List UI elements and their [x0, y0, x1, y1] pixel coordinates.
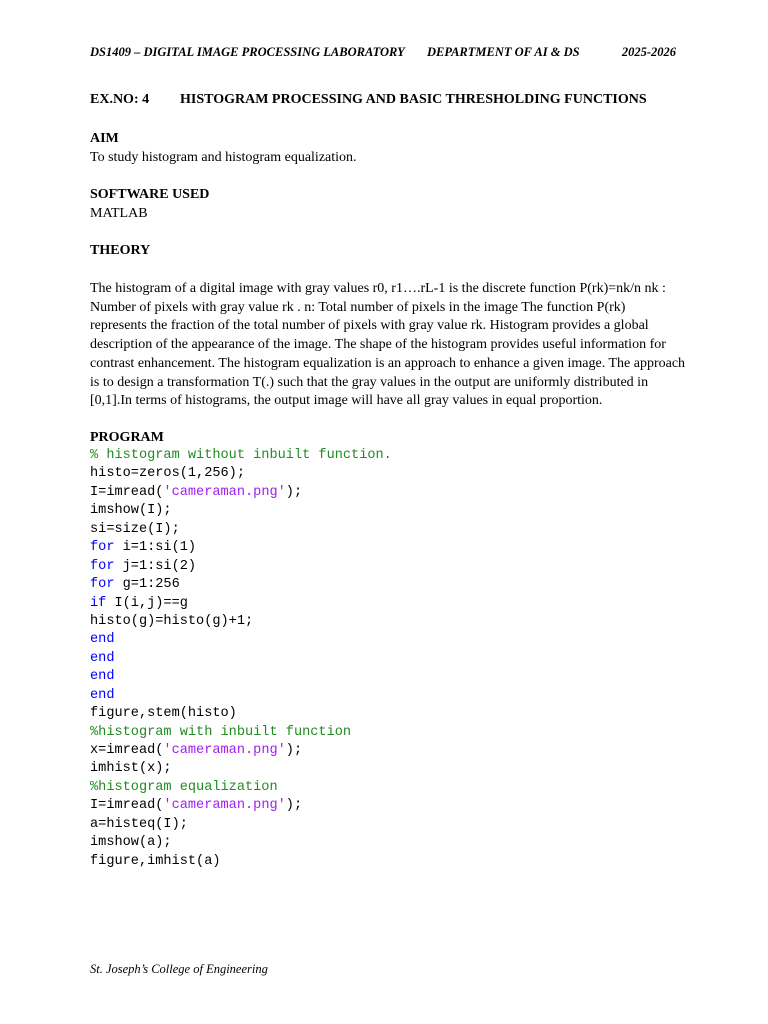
- code-text: I=imread(: [90, 798, 164, 814]
- code-line: [90, 779, 392, 797]
- header-year: 2025-2026: [621, 45, 676, 59]
- code-line: [90, 834, 392, 852]
- code-line: [90, 797, 392, 815]
- code-line: [90, 465, 392, 483]
- program-code: [90, 447, 392, 871]
- code-keyword: end: [90, 650, 115, 666]
- header-course: DS1409 – DIGITAL IMAGE PROCESSING LABORATORY: [90, 45, 405, 59]
- code-text: figure,imhist(a): [90, 853, 221, 869]
- theory-line: [0,1].In terms of histograms, the output image will have all gray values in equal proportion.: [90, 393, 603, 409]
- code-keyword: for: [90, 540, 115, 556]
- code-string: 'cameraman.png': [163, 484, 286, 500]
- code-line: [90, 724, 392, 742]
- code-text: x=imread(: [90, 743, 164, 758]
- code-comment: %histogram with inbuilt function: [90, 724, 352, 740]
- code-line: [90, 539, 392, 557]
- theory-line: description of the appearance of the image. The shape of the histogram provides useful information for: [90, 337, 666, 353]
- code-text: );: [285, 743, 303, 758]
- code-line: [90, 613, 392, 631]
- code-text: i=1:si(1): [114, 540, 197, 556]
- code-line: [90, 853, 392, 871]
- code-keyword: for: [90, 558, 115, 574]
- code-line: [90, 502, 392, 520]
- theory-line: Number of pixels with gray value rk . n: Total number of pixels in the image The function P(rk): [90, 299, 626, 315]
- code-text: imhist(x);: [90, 761, 172, 777]
- page-footer: St. Joseph’s College of Engineering: [90, 962, 268, 976]
- code-line: [90, 687, 392, 705]
- code-line: [90, 447, 392, 465]
- code-keyword: end: [90, 687, 115, 703]
- code-text: imshow(a);: [90, 835, 172, 851]
- code-comment: %histogram equalization: [90, 779, 278, 795]
- theory-line: is to design a transformation T(.) such that the gray values in the output are uniformly distributed in: [90, 374, 649, 390]
- code-line: [90, 742, 392, 760]
- page-header: [90, 45, 676, 63]
- code-string: 'cameraman.png': [163, 743, 286, 758]
- theory-line: The histogram of a digital image with gray values r0, r1….rL-1 is the discrete function P(rk)=nk/n nk :: [90, 281, 666, 296]
- code-line: [90, 484, 392, 502]
- code-keyword: for: [90, 577, 115, 593]
- code-line: [90, 576, 392, 594]
- code-text: g=1:256: [114, 577, 180, 593]
- code-line: [90, 595, 392, 613]
- theory-paragraph: [90, 280, 686, 411]
- code-text: histo=zeros(1,256);: [90, 466, 245, 482]
- code-keyword: end: [90, 632, 115, 648]
- code-string: 'cameraman.png': [163, 798, 286, 814]
- software-heading: SOFTWARE USED: [90, 187, 210, 202]
- code-text: si=size(I);: [90, 521, 180, 537]
- exercise-title: HISTOGRAM PROCESSING AND BASIC THRESHOLDING FUNCTIONS: [180, 92, 647, 107]
- code-text: a=histeq(I);: [90, 816, 188, 832]
- header-department: DEPARTMENT OF AI & DS: [427, 45, 580, 59]
- code-text: histo(g)=histo(g)+1;: [90, 613, 254, 629]
- code-text: );: [285, 484, 303, 500]
- code-text: );: [285, 798, 303, 814]
- program-heading: PROGRAM: [90, 430, 164, 445]
- code-text: j=1:si(2): [114, 558, 197, 574]
- code-line: [90, 760, 392, 778]
- code-comment: % histogram without inbuilt function.: [90, 448, 392, 463]
- aim-text: To study histogram and histogram equalization.: [90, 150, 357, 165]
- code-text: imshow(I);: [90, 503, 172, 519]
- code-keyword: end: [90, 669, 115, 685]
- code-line: [90, 705, 392, 723]
- code-text: I(i,j)==g: [106, 595, 188, 611]
- code-text: I=imread(: [90, 484, 164, 500]
- aim-heading: AIM: [90, 131, 119, 146]
- code-line: [90, 631, 392, 649]
- code-keyword: if: [90, 595, 107, 611]
- code-line: [90, 558, 392, 576]
- theory-line: contrast enhancement. The histogram equalization is an approach to enhance a given image. The approach: [90, 355, 686, 371]
- code-line: [90, 521, 392, 539]
- code-line: [90, 668, 392, 686]
- theory-line: represents the fraction of the total number of pixels with gray value rk. Histogram provides a global: [90, 318, 649, 334]
- code-text: figure,stem(histo): [90, 706, 237, 722]
- exercise-number: EX.NO: 4: [90, 92, 150, 107]
- code-line: [90, 816, 392, 834]
- software-text: MATLAB: [90, 206, 148, 221]
- code-line: [90, 650, 392, 668]
- theory-heading: THEORY: [90, 243, 151, 258]
